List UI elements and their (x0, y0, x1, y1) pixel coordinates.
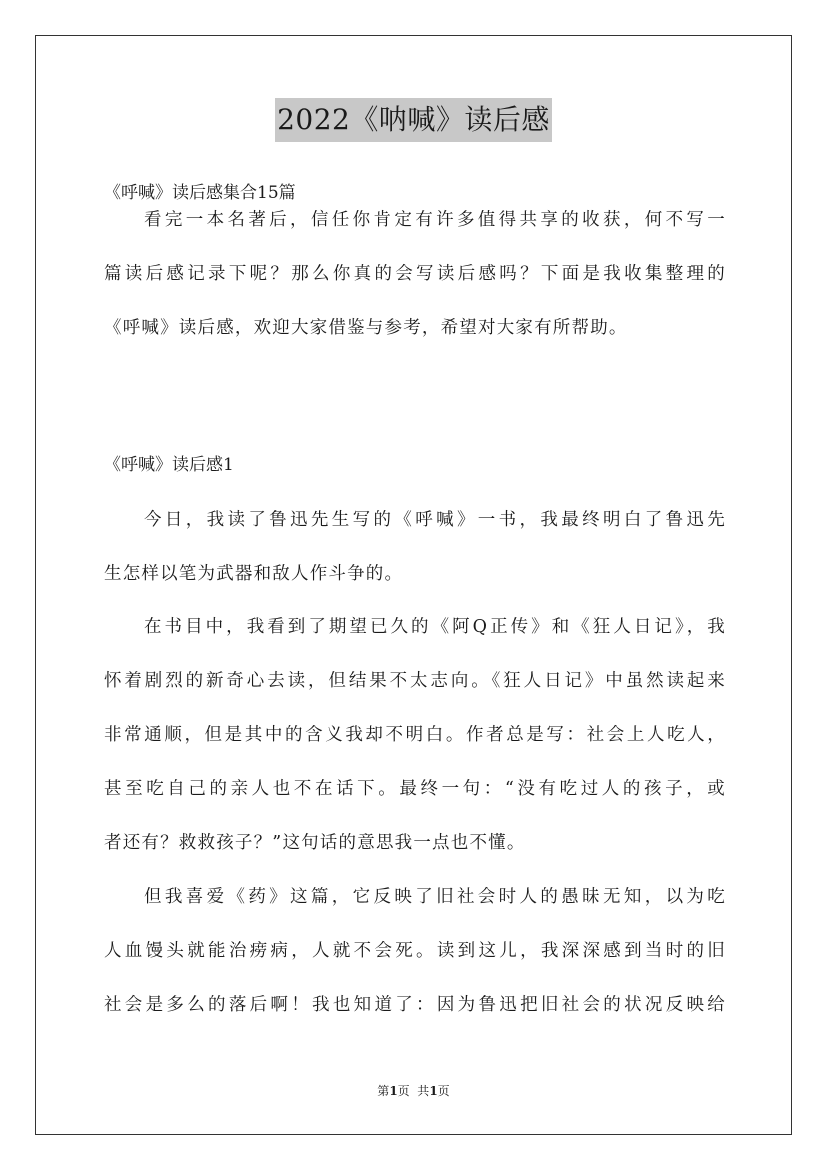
paragraph-line: 《呼喊》读后感，欢迎大家借鉴与参考，希望对大家有所帮助。 (104, 318, 628, 338)
paragraph-line: 非常通顺，但是其中的含义我却不明白。作者总是写：社会上人吃人， (104, 725, 726, 745)
paragraph-line: 生怎样以笔为武器和敌人作斗争的。 (104, 564, 404, 584)
footer-suffix: 页 (437, 1084, 450, 1098)
document-subtitle: 《呼喊》读后感集合15篇 (104, 183, 296, 203)
paragraph-line: 者还有？救救孩子？”这句话的意思我一点也不懂。 (104, 833, 526, 853)
paragraph-line: 在书目中，我看到了期望已久的《阿Q正传》和《狂人日记》，我 (144, 617, 726, 637)
page-footer (0, 1083, 827, 1099)
paragraph-line: 看完一本名著后，信任你肯定有许多值得共享的收获，何不写一 (144, 210, 726, 230)
total-page-number: 1 (429, 1084, 438, 1098)
paragraph-line: 篇读后感记录下呢？那么你真的会写读后感吗？下面是我收集整理的 (104, 264, 726, 284)
paragraph-1 (104, 507, 726, 615)
current-page-number: 1 (389, 1084, 398, 1098)
section-heading: 《呼喊》读后感1 (104, 455, 234, 475)
document-title (0, 98, 827, 142)
paragraph-line: 人血馒头就能治痨病，人就不会死。读到这儿，我深深感到当时的旧 (104, 941, 726, 961)
intro-paragraph (104, 207, 726, 369)
paragraph-line: 怀着剧烈的新奇心去读，但结果不太志向。《狂人日记》中虽然读起来 (104, 671, 726, 691)
footer-mid: 页 共 (397, 1084, 430, 1098)
paragraph-2 (104, 614, 726, 884)
paragraph-3 (104, 884, 726, 1046)
paragraph-line: 今日，我读了鲁迅先生写的《呼喊》一书，我最终明白了鲁迅先 (144, 510, 726, 530)
paragraph-line: 社会是多么的落后啊！我也知道了：因为鲁迅把旧社会的状况反映给 (104, 995, 726, 1015)
paragraph-line: 但我喜爱《药》这篇，它反映了旧社会时人的愚昧无知，以为吃 (144, 887, 726, 907)
paragraph-line: 甚至吃自己的亲人也不在话下。最终一句：“没有吃过人的孩子，或 (104, 779, 726, 799)
document-title-text: 2022《呐喊》读后感 (275, 98, 552, 142)
footer-prefix: 第 (377, 1084, 390, 1098)
